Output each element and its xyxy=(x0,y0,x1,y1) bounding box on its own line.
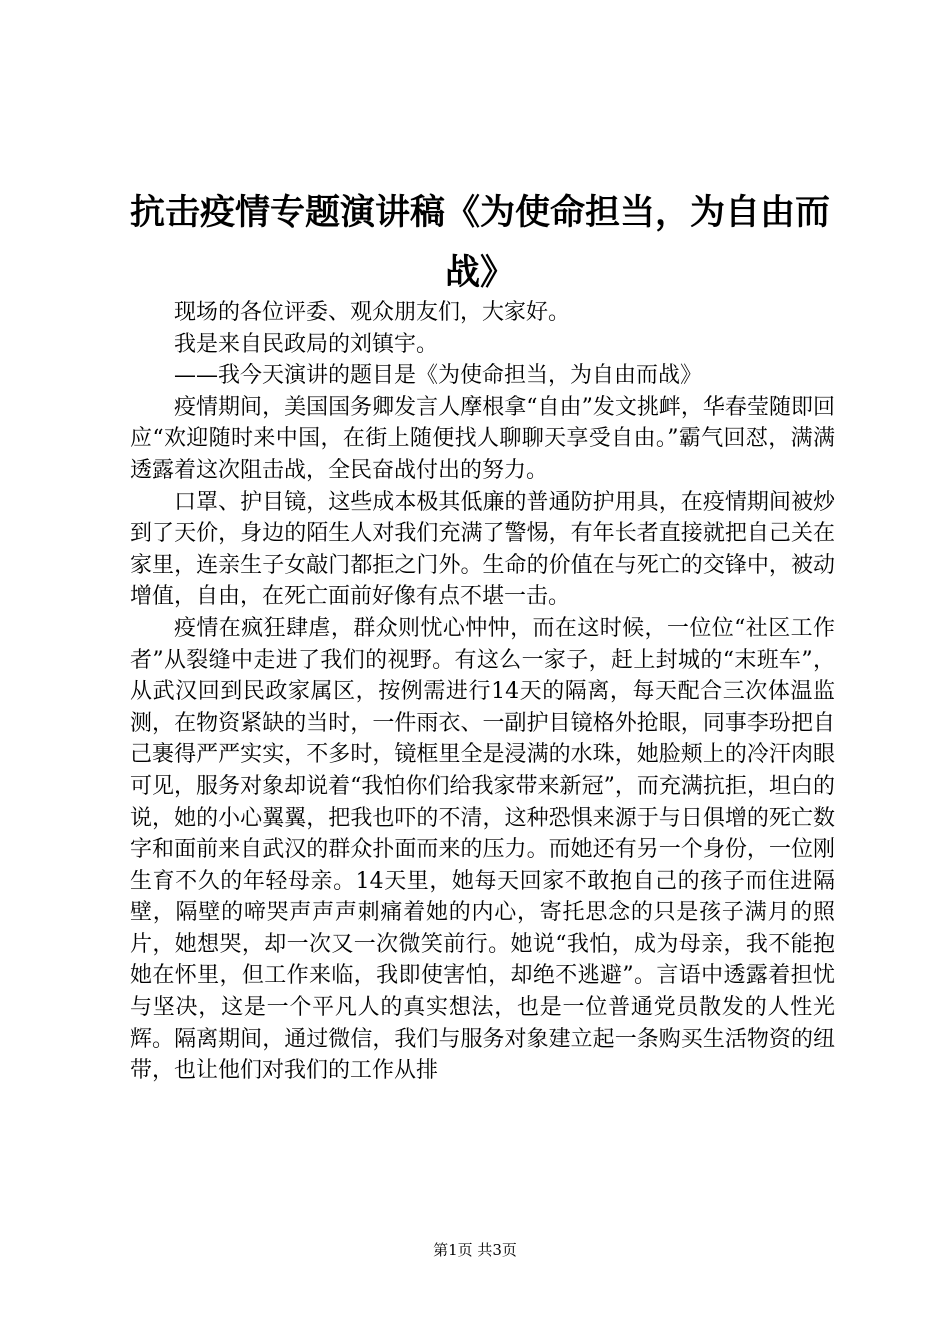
paragraph-community-workers: 疫情在疯狂肆虐，群众则忧心忡忡，而在这时候，一位位“社区工作者”从裂缝中走进了我们的视野。有这么一家子，赶上封城的“末班车”，从武汉回到民政家属区，按例需进行14天的隔离，每天配合三次体温监测，在物资紧缺的当时，一件雨衣、一副护目镜格外抢眼，同事李玢把自己裹得严严实实，不多时，镜框里全是浸满的水珠，她脸颊上的冷汗肉眼可见，服务对象却说着“我怕你们给我家带来新冠”，而充满抗拒，坦白的说，她的小心翼翼，把我也吓的不清，这种恐惧来源于与日俱增的死亡数字和面前来自武汉的群众扑面而来的压力。而她还有另一个身份，一位刚生育不久的年轻母亲。14天里，她每天回家不敢抱自己的孩子而住进隔壁，隔壁的啼哭声声声刺痛着她的内心，寄托思念的只是孩子满月的照片，她想哭，却一次又一次微笑前行。她说“我怕，成为母亲，我不能抱她在怀里，但工作来临，我即使害怕，却绝不逃避”。言语中透露着担忧与坚决，这是一个平凡人的真实想法，也是一位普通党员散发的人性光辉。隔离期间，通过微信，我们与服务对象建立起一条购买生活物资的纽带，也让他们对我们的工作从排 xyxy=(130,615,835,1084)
paragraph-protective-gear: 口罩、护目镜，这些成本极其低廉的普通防护用具，在疫情期间被炒到了天价，身边的陌生人对我们充满了警惕，有年长者直接就把自己关在家里，连亲生子女敲门都拒之门外。生命的价值在与死亡的交锋中，被动增值，自由，在死亡面前好像有点不堪一击。 xyxy=(130,489,835,610)
page-number-footer: 第1页 共3页 xyxy=(433,1241,517,1259)
paragraph-speech-topic: ——我今天演讲的题目是《为使命担当，为自由而战》 xyxy=(174,363,703,389)
document-title: 抗击疫情专题演讲稿《为使命担当，为自由而战》 xyxy=(129,192,830,293)
paragraph-freedom-response: 疫情期间，美国国务卿发言人摩根拿“自由”发文挑衅，华春莹随即回应“欢迎随时来中国，在街上随便找人聊聊天享受自由。”霸气回怼，满满透露着这次阻击战，全民奋战付出的努力。 xyxy=(130,394,835,483)
paragraph-introduction: 我是来自民政局的刘镇宇。 xyxy=(174,331,439,357)
paragraph-greeting: 现场的各位评委、观众朋友们，大家好。 xyxy=(174,300,571,325)
document-body xyxy=(130,297,835,1087)
